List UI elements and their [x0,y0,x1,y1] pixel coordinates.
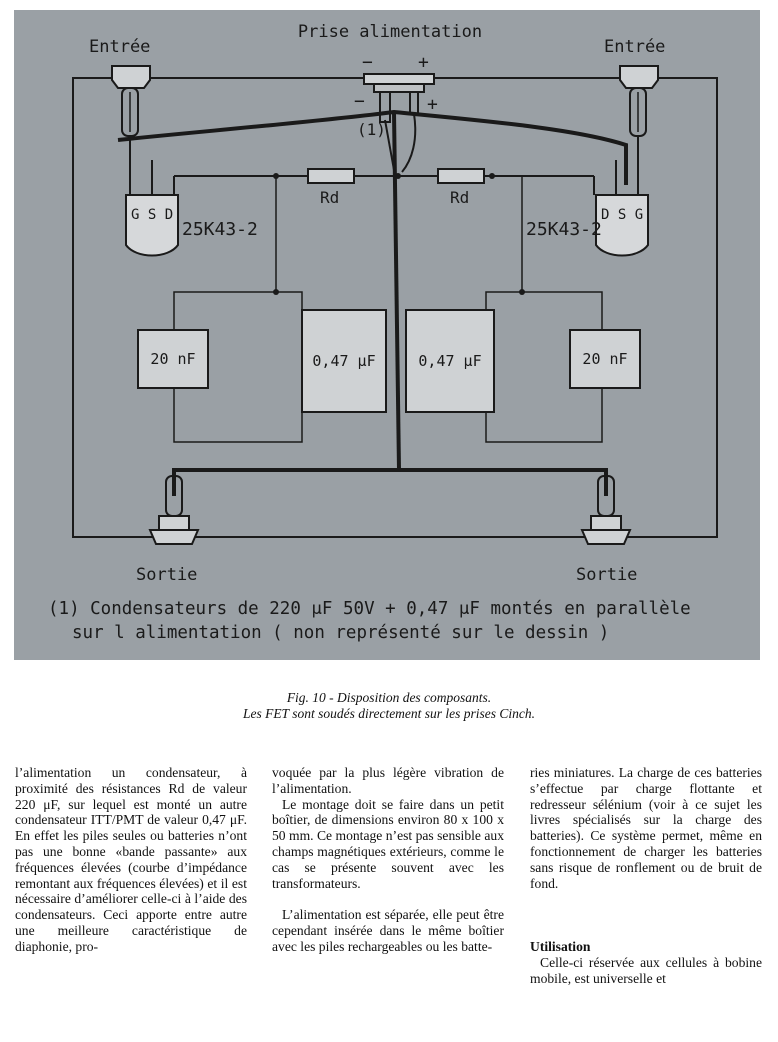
plus-top-label: + [418,52,429,73]
caption-line-1: Fig. 10 - Disposition des composants. [286,690,492,705]
input-left-label: Entrée [89,37,151,57]
col2-paragraph-2: Le montage doit se faire dans un petit boîtier, de dimensions environ 80 x 100 x 50 mm. Ce montage n’est pas sensible aux champs magnétiques extérieurs, comme le cas se présente souvent avec les transformateurs. [272,796,504,891]
figure-caption [0,690,778,722]
resistor-rd-right [438,169,484,183]
section-heading-utilisation: Utilisation [530,939,591,955]
component-layout-diagram [14,10,760,660]
text-column-1 [15,765,247,955]
col2-paragraph-1: voquée par la plus légère vibration de l’alimentation. [272,765,504,796]
fet-left-pins-label: G S D [131,207,174,223]
plus-inner-label: + [427,94,438,115]
note-line-2: sur l alimentation ( non représenté sur le dessin ) [72,623,610,643]
fet-right-type-label: 25K43-2 [526,219,602,240]
rd-left-label: Rd [320,188,340,207]
minus-inner-label: − [354,91,365,112]
text-column-3 [530,765,762,987]
col1-paragraph-1: l’alimentation un condensateur, à proximité des résistances Rd de valeur 220 μF, sur lequel est monté un autre condensateur ITT/PMT de valeur 0,47 μF. En effet les piles seules ou batteries n’ont pas une bonne «bande passante» aux fréquences élevées (courbe d’impédance remontant aux fréquences élevées) et il est nécessaire d’améliorer celle-ci à l’aide des condensateurs. Ceci apporte entre autre une meilleure caractéristique de diaphonie, pro- [15,765,247,954]
fet-right [596,195,648,256]
output-left-label: Sortie [136,565,198,585]
cap-047uf-left-label: 0,47 μF [312,352,376,370]
output-right-label: Sortie [576,565,638,585]
note-line-1: (1) Condensateurs de 220 μF 50V + 0,47 μF montés en parallèle [48,599,691,619]
rd-right-label: Rd [450,188,470,207]
col3-paragraph-2: Celle-ci réservée aux cellules à bobine mobile, est universelle et [530,955,762,986]
resistor-rd-left [308,169,354,183]
minus-top-label: − [362,52,373,73]
caption-line-2: Les FET sont soudés directement sur les prises Cinch. [242,706,536,721]
fet-left [126,195,178,256]
cap-20nf-left-label: 20 nF [150,350,196,368]
cap-047uf-right-label: 0,47 μF [418,352,482,370]
ref-1-label: (1) [357,120,386,139]
cap-20nf-right-label: 20 nF [582,350,628,368]
fet-left-type-label: 25K43-2 [182,219,258,240]
col3-paragraph-1: ries miniatures. La charge de ces batteries s’effectue par charge flottante et redresseur sélénium (voir à ce sujet les livres spécialisés sur la charge des batteries). Ce système permet, même en fonctionnement de charger les batteries sans risque de ronflement ou de bruit de fond. [530,765,762,891]
power-socket-label: Prise alimentation [297,22,483,42]
fet-right-pins-label: D S G [601,207,644,223]
col2-paragraph-3: L’alimentation est séparée, elle peut être cependant insérée dans le même boîtier avec les piles rechargeables ou les batte- [272,907,504,954]
input-right-label: Entrée [604,37,666,57]
text-column-2 [272,765,504,955]
